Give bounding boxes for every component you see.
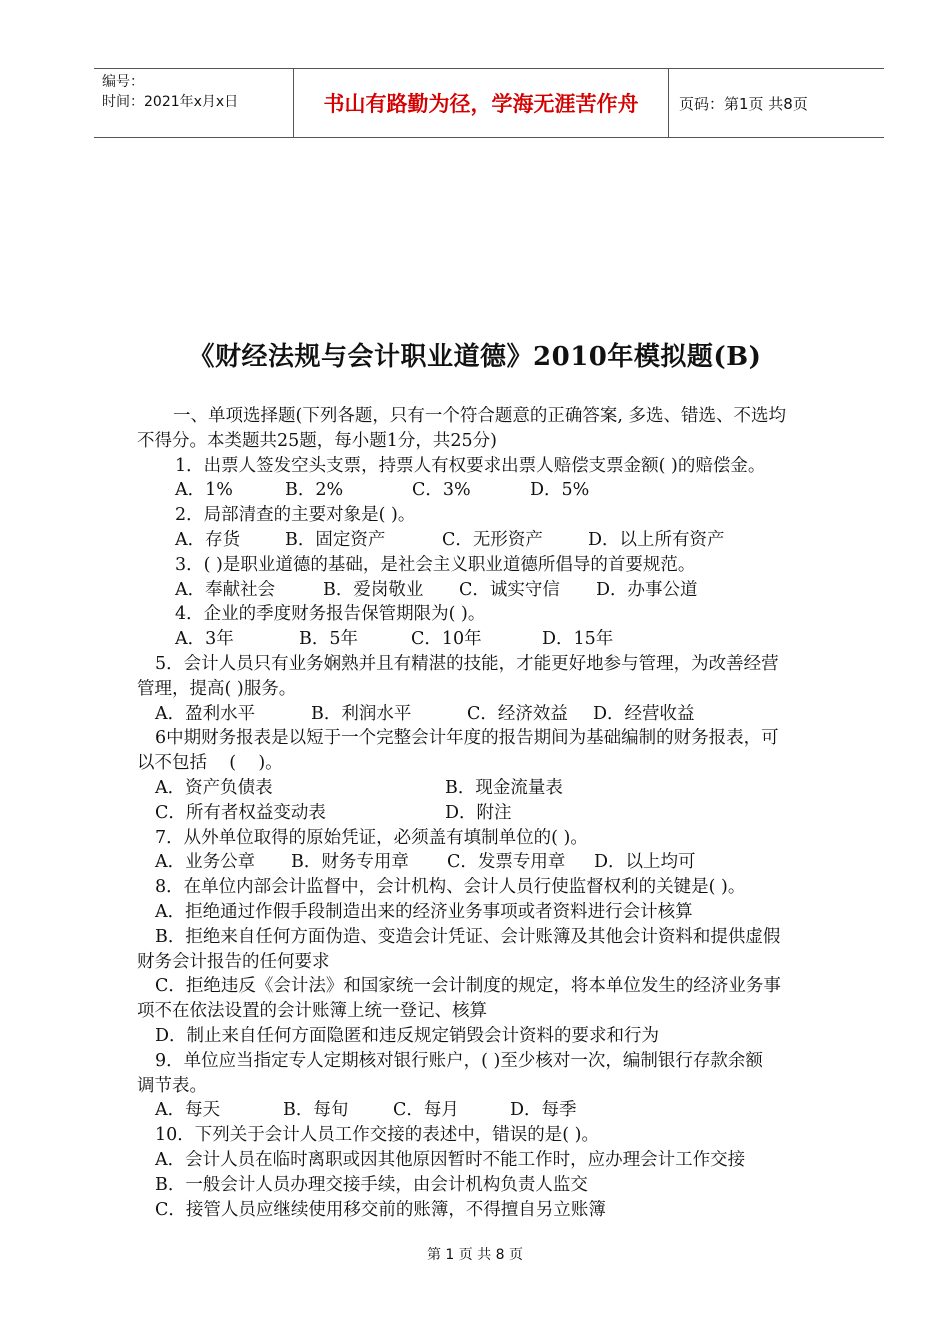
document-title: 《财经法规与会计职业道德》2010年模拟题(B) bbox=[188, 342, 762, 372]
option: D．15年 bbox=[542, 629, 614, 650]
option: C．经济效益 bbox=[467, 703, 568, 724]
option: D．以上均可 bbox=[594, 852, 696, 873]
option: B．固定资产 bbox=[285, 529, 386, 550]
option: B．拒绝来自任何方面伪造、变造会计凭证、会计账簿及其他会计资料和提供虚假 bbox=[155, 926, 781, 947]
question-stem: 5．会计人员只有业务娴熟并且有精湛的技能，才能更好地参与管理，为改善经营 bbox=[155, 653, 779, 674]
option: D．经营收益 bbox=[593, 703, 695, 724]
question-stem: 10．下列关于会计人员工作交接的表述中，错误的是( )。 bbox=[155, 1125, 599, 1146]
option: D．5% bbox=[530, 480, 590, 501]
question-stem: 以不包括 ( )。 bbox=[137, 753, 283, 774]
header-page-info: 页码：第1页 共8页 bbox=[679, 94, 808, 113]
option: A．每天 bbox=[155, 1100, 221, 1121]
question-stem: 9．单位应当指定专人定期核对银行账户，( )至少核对一次，编制银行存款余额 bbox=[155, 1050, 763, 1071]
question-options bbox=[137, 478, 843, 503]
option: C．3% bbox=[412, 480, 471, 501]
question-options bbox=[137, 627, 843, 652]
option: C．拒绝违反《会计法》和国家统一会计制度的规定，将本单位发生的经济业务事 bbox=[155, 976, 781, 997]
option: C．无形资产 bbox=[442, 529, 543, 550]
option: B．2% bbox=[285, 480, 344, 501]
question-stem: 8．在单位内部会计监督中，会计机构、会计人员行使监督权利的关键是( )。 bbox=[155, 877, 746, 898]
question-options bbox=[137, 801, 843, 826]
doc-time-label: 时间：2021年x月x日 bbox=[102, 94, 239, 110]
question-options bbox=[137, 1098, 843, 1123]
question-stem: 3．( )是职业道德的基础，是社会主义职业道德所倡导的首要规范。 bbox=[175, 554, 696, 575]
document-body bbox=[137, 404, 843, 1222]
option: B．每旬 bbox=[283, 1100, 349, 1121]
option: B．财务专用章 bbox=[291, 852, 409, 873]
question-stem: 管理，提高( )服务。 bbox=[137, 678, 297, 699]
option: D．每季 bbox=[510, 1100, 577, 1121]
question-stem: 6中期财务报表是以短于一个完整会计年度的报告期间为基础编制的财务报表，可 bbox=[155, 728, 779, 749]
option: A．3年 bbox=[175, 629, 234, 650]
question-options bbox=[137, 702, 843, 727]
option: C．每月 bbox=[393, 1100, 459, 1121]
option: 财务会计报告的任何要求 bbox=[137, 951, 330, 972]
option: C．所有者权益变动表 bbox=[155, 802, 326, 823]
question-stem: 2．局部清查的主要对象是( )。 bbox=[175, 505, 416, 526]
question-stem: 7．从外单位取得的原始凭证，必须盖有填制单位的( )。 bbox=[155, 827, 588, 848]
option: B．5年 bbox=[299, 629, 358, 650]
option: 项不在依法设置的会计账簿上统一登记、核算 bbox=[137, 1001, 487, 1022]
question-options bbox=[137, 850, 843, 875]
header-table bbox=[94, 68, 884, 138]
option: B．一般会计人员办理交接手续，由会计机构负责人监交 bbox=[155, 1174, 588, 1195]
option: A．1% bbox=[175, 480, 233, 501]
option: C．发票专用章 bbox=[447, 852, 566, 873]
option: C．接管人员应继续使用移交前的账簿，不得擅自另立账簿 bbox=[155, 1199, 606, 1220]
question-stem: 4．企业的季度财务报告保管期限为( )。 bbox=[175, 604, 486, 625]
doc-number-label: 编号： bbox=[102, 74, 144, 90]
option: B．利润水平 bbox=[311, 703, 412, 724]
option: A．盈利水平 bbox=[155, 703, 256, 724]
question-stem: 调节表。 bbox=[137, 1075, 207, 1096]
intro-line: 不得分。本类题共25题，每小题1分，共25分) bbox=[137, 430, 497, 451]
option: D．制止来自任何方面隐匿和违反规定销毁会计资料的要求和行为 bbox=[155, 1025, 660, 1046]
question-options bbox=[137, 578, 843, 603]
option: D．附注 bbox=[445, 802, 512, 823]
option: A．会计人员在临时离职或因其他原因暂时不能工作时，应办理会计工作交接 bbox=[155, 1149, 746, 1170]
option: D．办事公道 bbox=[596, 579, 698, 600]
question-options bbox=[137, 528, 843, 553]
question-stem: 1．出票人签发空头支票，持票人有权要求出票人赔偿支票金额( )的赔偿金。 bbox=[175, 455, 766, 476]
option: A．存货 bbox=[175, 529, 241, 550]
option: A．拒绝通过作假手段制造出来的经济业务事项或者资料进行会计核算 bbox=[155, 901, 693, 922]
option: A．奉献社会 bbox=[175, 579, 276, 600]
header-meta bbox=[94, 69, 294, 137]
intro-line: 一、单项选择题(下列各题，只有一个符合题意的正确答案, 多选、错选、不选均 bbox=[173, 406, 786, 426]
question-options bbox=[137, 776, 843, 801]
option: B．爱岗敬业 bbox=[323, 579, 424, 600]
option: A．业务公章 bbox=[155, 852, 256, 873]
header-motto: 书山有路勤为径，学海无涯苦作舟 bbox=[294, 69, 669, 137]
option: C．10年 bbox=[411, 629, 482, 650]
option: D．以上所有资产 bbox=[588, 529, 725, 550]
option: A．资产负债表 bbox=[155, 777, 273, 798]
page-footer: 第 1 页 共 8 页 bbox=[426, 1247, 524, 1263]
option: B．现金流量表 bbox=[445, 777, 563, 798]
option: C．诚实守信 bbox=[459, 579, 560, 600]
